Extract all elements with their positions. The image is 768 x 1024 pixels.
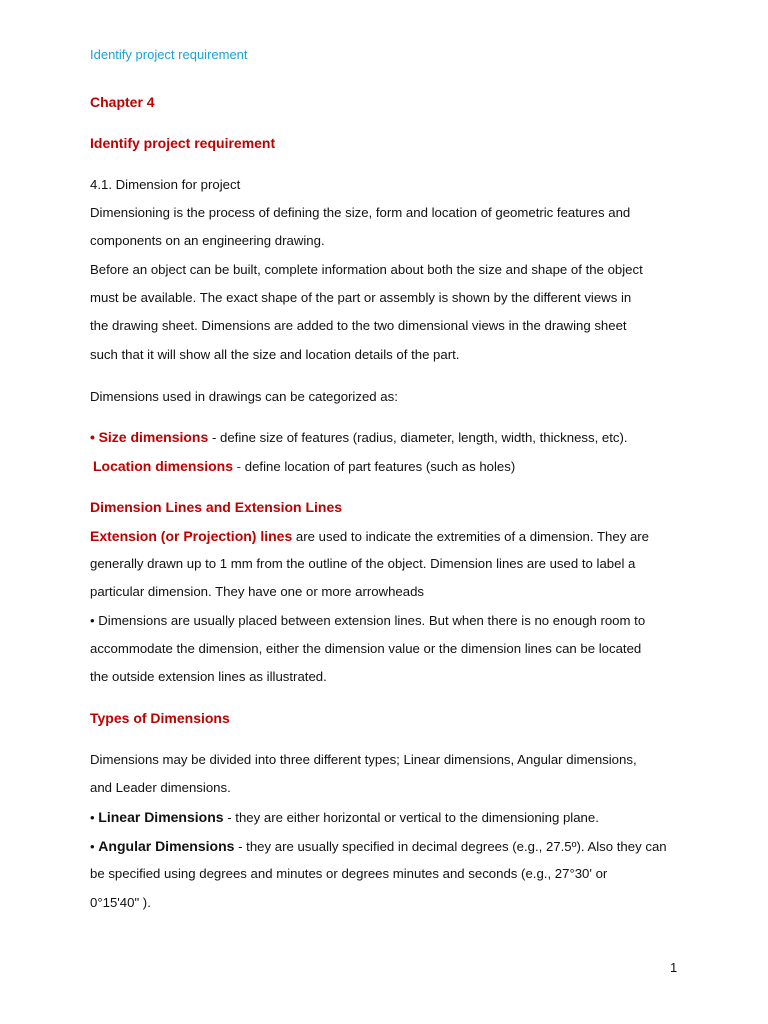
linear-dimensions-item	[90, 808, 690, 827]
paragraph-line: Before an object can be built, complete information about both the size and shape of the object	[90, 262, 643, 277]
paragraph-line: 0°15'40" ).	[90, 895, 151, 910]
size-dimensions-text: define size of features (radius, diameter, length, width, thickness, etc).	[220, 430, 628, 445]
paragraph-line: be specified using degrees and minutes or degrees minutes and seconds (e.g., 27°30' or	[90, 866, 608, 881]
chapter-title: Identify project requirement	[90, 135, 276, 151]
running-header: Identify project requirement	[90, 47, 248, 62]
page-number: 1	[670, 960, 678, 975]
linear-dimensions-text: - they are either horizontal or vertical to the dimensioning plane.	[223, 810, 599, 825]
paragraph-line: particular dimension. They have one or more arrowheads	[90, 584, 425, 599]
paragraph-line: such that it will show all the size and location details of the part.	[90, 347, 460, 362]
dimension-lines-heading: Dimension Lines and Extension Lines	[90, 499, 343, 515]
angular-dimensions-item	[90, 837, 690, 856]
types-heading: Types of Dimensions	[90, 710, 230, 726]
linear-dimensions-label: Linear Dimensions	[98, 809, 224, 825]
location-dimensions-item	[93, 457, 693, 476]
size-dimensions-item	[90, 428, 690, 447]
paragraph-line: Dimensions used in drawings can be categorized as:	[90, 389, 398, 404]
paragraph-line: the outside extension lines as illustrated.	[90, 669, 327, 684]
extension-lines-text: are used to indicate the extremities of a dimension. They are	[292, 529, 650, 544]
paragraph-line: and Leader dimensions.	[90, 780, 231, 795]
location-dimensions-text: define location of part features (such as holes)	[244, 459, 516, 474]
angular-dimensions-label: Angular Dimensions	[98, 838, 235, 854]
extension-lines-label: Extension (or Projection) lines	[90, 528, 293, 544]
bullet: •	[90, 429, 95, 445]
separator: -	[233, 459, 245, 474]
paragraph-line: Dimensioning is the process of defining the size, form and location of geometric features and	[90, 205, 631, 220]
paragraph-line: the drawing sheet. Dimensions are added to the two dimensional views in the drawing sheet	[90, 318, 627, 333]
extension-lines-line	[90, 527, 690, 546]
paragraph-line: Dimensions may be divided into three different types; Linear dimensions, Angular dimensions,	[90, 752, 637, 767]
paragraph-line: accommodate the dimension, either the dimension value or the dimension lines can be located	[90, 641, 642, 656]
paragraph-line: • Dimensions are usually placed between extension lines. But when there is no enough room to	[90, 613, 646, 628]
separator: -	[208, 430, 221, 445]
section-4-1-heading: 4.1. Dimension for project	[90, 177, 241, 192]
bullet: •	[90, 810, 95, 825]
paragraph-line: generally drawn up to 1 mm from the outline of the object. Dimension lines are used to label a	[90, 556, 636, 571]
location-dimensions-label: Location dimensions	[93, 458, 234, 474]
paragraph-line: must be available. The exact shape of the part or assembly is shown by the different views in	[90, 290, 632, 305]
angular-dimensions-text: - they are usually specified in decimal degrees (e.g., 27.5º). Also they can	[234, 839, 667, 854]
chapter-heading: Chapter 4	[90, 94, 155, 110]
size-dimensions-label: Size dimensions	[98, 429, 209, 445]
bullet: •	[90, 839, 95, 854]
paragraph-line: components on an engineering drawing.	[90, 233, 325, 248]
